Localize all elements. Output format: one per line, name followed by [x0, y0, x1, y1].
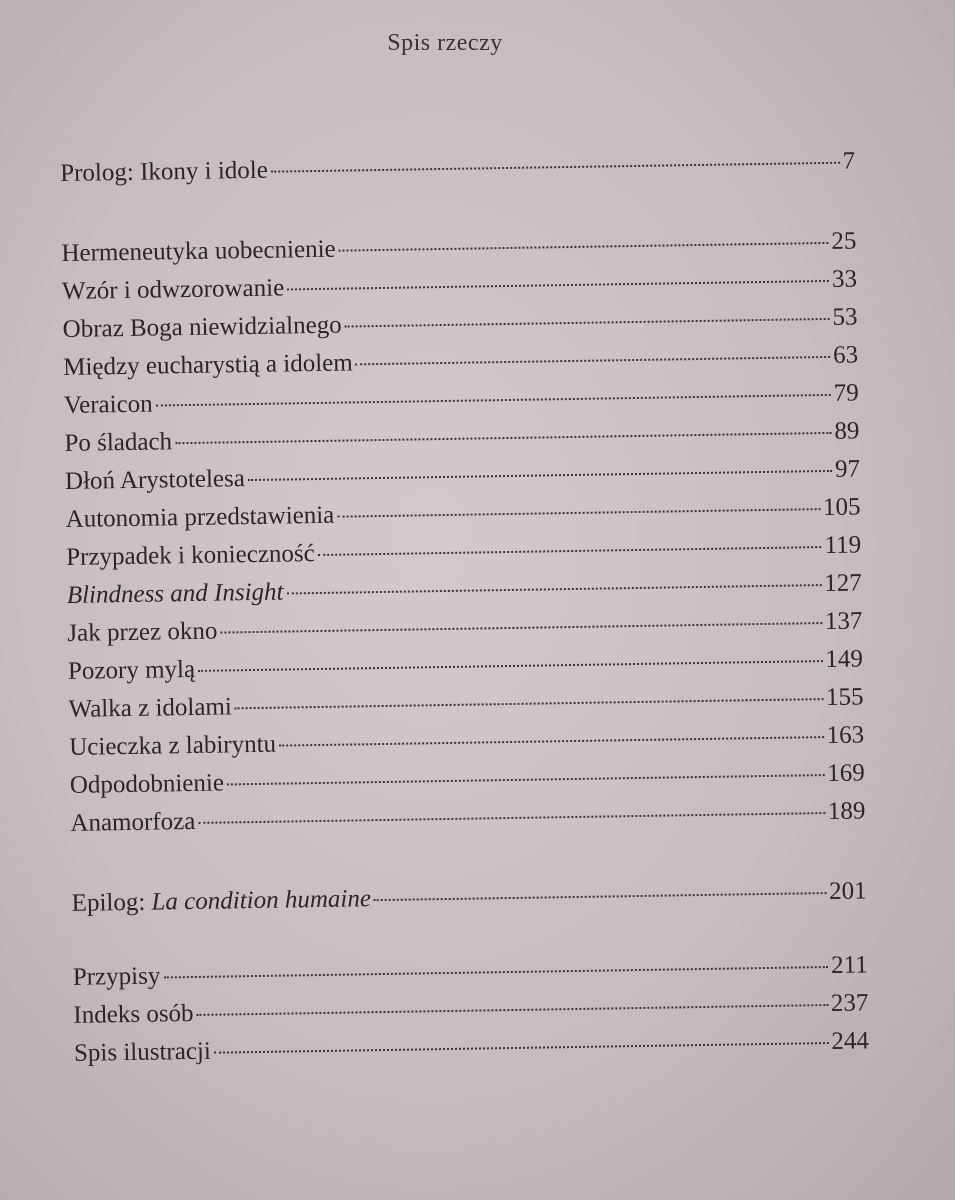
entry-title: Obraz Boga niewidzialnego [62, 311, 342, 343]
dot-leader [286, 584, 821, 594]
entry-page: 97 [834, 455, 861, 483]
entry-title: Jak przez okno [67, 617, 218, 647]
entry-page: 79 [833, 379, 859, 407]
entry-page: 155 [825, 683, 864, 712]
entry-page: 189 [827, 797, 866, 826]
dot-leader [227, 774, 824, 785]
dot-leader [318, 546, 822, 556]
entry-page: 201 [828, 877, 867, 906]
entry-title: Spis ilustracji [73, 1037, 212, 1067]
epilog-italic-title: La condition humaine [151, 885, 372, 916]
entry-page: 169 [827, 759, 865, 788]
entry-title [71, 885, 371, 918]
entry-title: Po śladach [64, 428, 173, 457]
dot-leader [220, 622, 822, 633]
dot-leader [198, 812, 825, 824]
dot-leader [356, 356, 830, 365]
epilog-prefix: Epilog: [71, 888, 152, 917]
entry-page: 63 [832, 341, 859, 369]
entry-page: 33 [831, 265, 858, 293]
dot-leader [175, 432, 831, 444]
dot-leader [248, 470, 832, 481]
entry-page: 137 [824, 607, 863, 636]
entry-page: 7 [842, 147, 856, 175]
dot-leader [374, 892, 826, 901]
entry-title: Hermeneutyka uobecnienie [61, 235, 336, 267]
entry-title: Indeks osób [73, 1000, 194, 1029]
dot-leader [279, 736, 824, 747]
entry-title: Autonomia przedstawienia [65, 501, 335, 533]
entry-page: 25 [831, 227, 857, 255]
entry-title: Odpodobnienie [69, 769, 225, 799]
chapter-list [61, 228, 865, 848]
dot-leader [337, 508, 820, 518]
table-of-contents [60, 148, 869, 1078]
dot-leader [271, 162, 840, 173]
entry-page: 53 [832, 303, 858, 331]
entry-title: Wzór i odwzorowanie [61, 274, 285, 305]
page-title: Spis rzeczy [387, 30, 503, 56]
dot-leader [339, 242, 829, 252]
entry-title: Przypisy [72, 962, 161, 991]
entry-page: 89 [834, 417, 860, 445]
entry-title: Walka z idolami [68, 693, 233, 723]
dot-leader [156, 394, 831, 407]
dot-leader [214, 1042, 829, 1054]
dot-leader [287, 280, 829, 291]
entry-title: Dłoń Arystotelesa [64, 465, 246, 495]
entry-title: Anamorfoza [70, 807, 196, 837]
dot-leader [198, 660, 822, 672]
entry-title: Prolog: Ikony i idole [60, 156, 269, 187]
entry-page: 127 [824, 569, 862, 598]
entry-title: Między eucharystią a idolem [63, 349, 353, 381]
dot-leader [163, 966, 828, 978]
entry-page: 163 [826, 721, 865, 750]
entry-title: Veraicon [63, 390, 153, 419]
entry-page: 105 [822, 493, 861, 522]
entry-title: Pozory mylą [67, 655, 196, 685]
entry-page: 119 [824, 531, 862, 560]
dot-leader [345, 318, 830, 328]
entry-page: 244 [831, 1027, 870, 1055]
entry-title: Blindness and Insight [66, 578, 284, 609]
dot-leader [235, 698, 823, 709]
dot-leader [197, 1004, 828, 1016]
entry-page: 149 [825, 645, 864, 674]
entry-title: Przypadek i konieczność [66, 540, 315, 571]
entry-page: 211 [830, 951, 868, 979]
entry-page: 237 [830, 989, 869, 1017]
back-matter-list [73, 951, 870, 1077]
entry-title: Ucieczka z labiryntu [69, 730, 277, 761]
